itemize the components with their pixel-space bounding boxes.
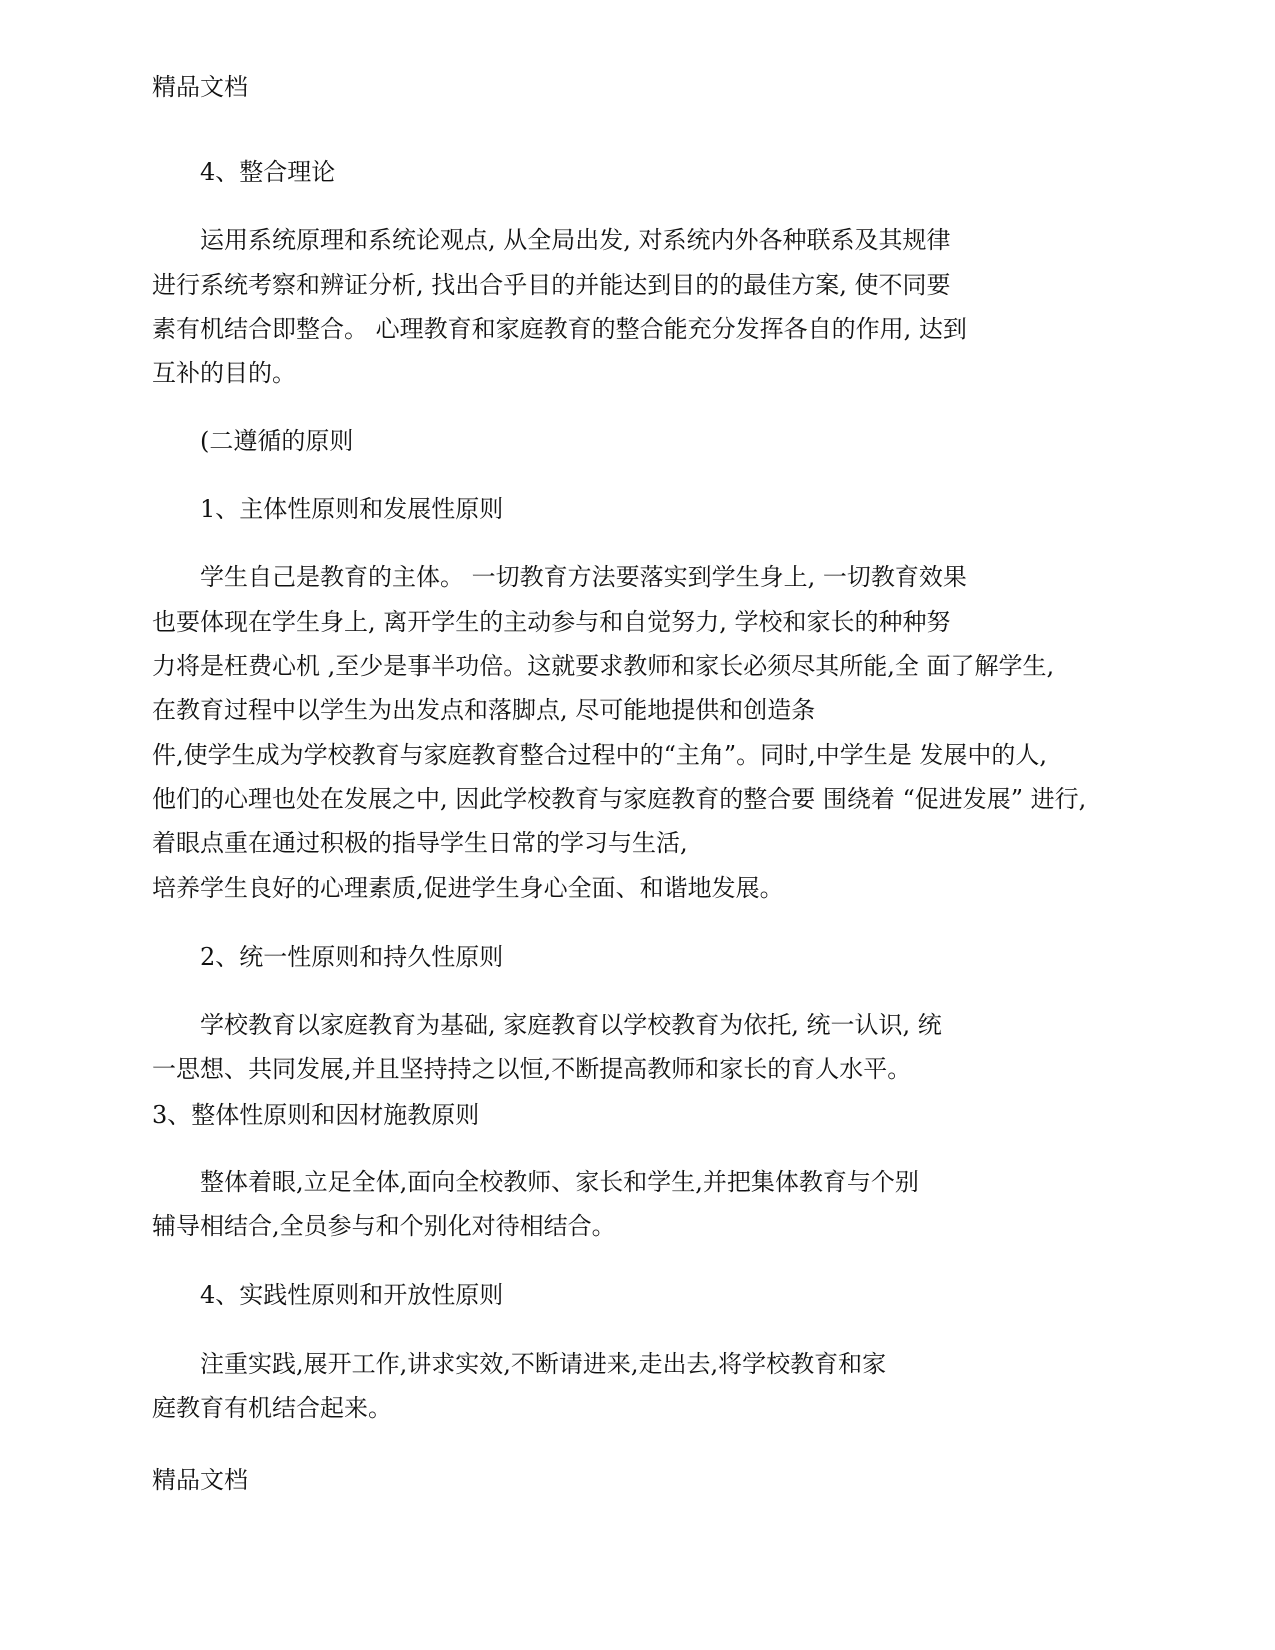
section-heading: 1、主体性原则和发展性原则 [200,495,504,523]
paragraph-line: 也要体现在学生身上, 离开学生的主动参与和自觉努力, 学校和家长的种种努 [152,608,951,636]
paragraph-line: 进行系统考察和辨证分析, 找出合乎目的并能达到目的的最佳方案, 使不同要 [152,271,951,299]
paragraph-line: 着眼点重在通过积极的指导学生日常的学习与生活, [152,829,688,857]
paragraph-line: 运用系统原理和系统论观点, 从全局出发, 对系统内外各种联系及其规律 [200,226,951,254]
paragraph-line: 辅导相结合,全员参与和个别化对待相结合。 [152,1212,616,1240]
page-header: 精品文档 [152,73,248,101]
paragraph-line: 在教育过程中以学生为出发点和落脚点, 尽可能地提供和创造条 [152,696,816,724]
paragraph-line: 整体着眼,立足全体,面向全校教师、家长和学生,并把集体教育与个别 [200,1168,919,1196]
paragraph-line: 一思想、共同发展,并且坚持持之以恒,不断提高教师和家长的育人水平。 [152,1055,912,1083]
section-heading: (二遵循的原则 [200,427,354,455]
section-heading: 3、整体性原则和因材施教原则 [152,1101,480,1129]
section-heading: 4、实践性原则和开放性原则 [200,1281,504,1309]
paragraph-line: 学校教育以家庭教育为基础, 家庭教育以学校教育为依托, 统一认识, 统 [200,1011,942,1039]
paragraph-line: 注重实践,展开工作,讲求实效,不断请进来,走出去,将学校教育和家 [200,1350,887,1378]
paragraph-line: 他们的心理也处在发展之中, 因此学校教育与家庭教育的整合要 围绕着 “促进发展” 进行, [152,785,1087,813]
section-heading: 4、整合理论 [200,158,336,186]
section-heading: 2、统一性原则和持久性原则 [200,943,504,971]
paragraph-line: 庭教育有机结合起来。 [152,1394,392,1422]
paragraph-line: 互补的目的。 [152,359,296,387]
paragraph-line: 培养学生良好的心理素质,促进学生身心全面、和谐地发展。 [152,874,784,902]
paragraph-line: 学生自己是教育的主体。 一切教育方法要落实到学生身上, 一切教育效果 [200,563,967,591]
paragraph-line: 素有机结合即整合。 心理教育和家庭教育的整合能充分发挥各自的作用, 达到 [152,315,967,343]
paragraph-line: 件,使学生成为学校教育与家庭教育整合过程中的“主角”。同时,中学生是 发展中的人, [152,741,1048,769]
paragraph-line: 力将是枉费心机 ,至少是事半功倍。这就要求教师和家长必须尽其所能,全 面了解学生, [152,652,1055,680]
page-footer: 精品文档 [152,1466,248,1494]
